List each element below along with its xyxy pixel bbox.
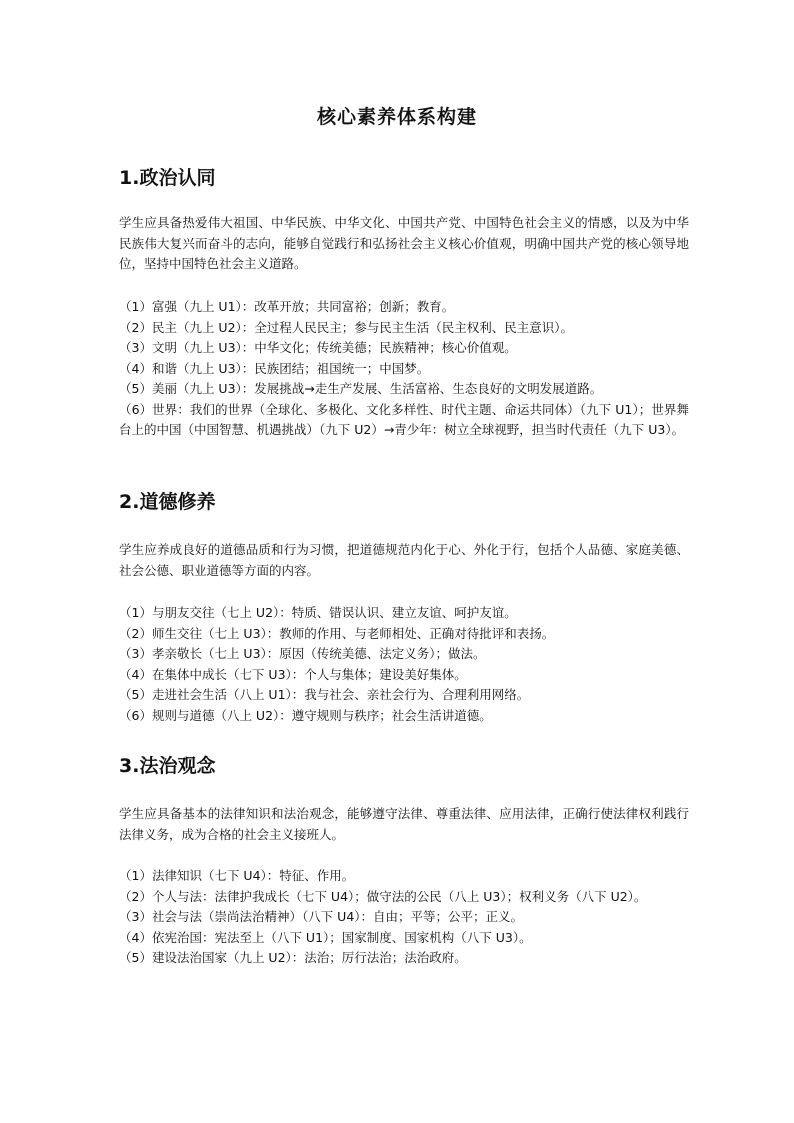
list-item: （3）孝亲敬长（七上 U3）：原因（传统美德、法定义务）；做法。 bbox=[119, 646, 486, 661]
document-title: 核心素养体系构建 bbox=[316, 106, 477, 128]
list-item: （3）文明（九上 U3）：中华文化；传统美德；民族精神；核心价值观。 bbox=[119, 340, 517, 355]
list-item: （6）规则与道德（八上 U2）：遵守规则与秩序；社会生活讲道德。 bbox=[119, 707, 492, 723]
section-intro-moral-cultivation: 学生应养成良好的道德品质和行为习惯，把道德规范内化于心、外化于行，包括个人品德、家庭美德、社会公德、职业道德等方面的内容。 bbox=[119, 542, 689, 578]
list-item: （1）与朋友交往（七上 U2）：特质、错误认识、建立友谊、呵护友谊。 bbox=[119, 605, 517, 620]
section-intro-rule-of-law: 学生应具备基本的法律知识和法治观念，能够遵守法律、尊重法律、应用法律，正确行使法律权利践行法律义务，成为合格的社会主义接班人。 bbox=[119, 806, 689, 842]
list-item: （6）世界：我们的世界（全球化、多极化、文化多样性、时代主题、命运共同体）（九下 U1）；世界舞台上的中国（中国智慧、机遇挑战）（九下 U2）→青少年：树立全球视野，担当时代责任（九下 U3）。 bbox=[119, 401, 689, 437]
list-item: （2）个人与法：法律护我成长（七下 U4）；做守法的公民（八上 U3）；权利义务（八下 U2）。 bbox=[119, 888, 647, 904]
list-item: （1）法律知识（七下 U4）：特征、作用。 bbox=[119, 868, 355, 883]
list-item: （2）民主（九上 U2）：全过程人民民主；参与民主生活（民主权利、民主意识）。 bbox=[119, 319, 574, 335]
list-item: （4）在集体中成长（七下 U3）：个人与集体；建设美好集体。 bbox=[119, 666, 467, 682]
list-item: （5）建设法治国家（九上 U2）：法治；厉行法治；法治政府。 bbox=[119, 950, 467, 965]
list-item: （1）富强（九上 U1）：改革开放；共同富裕；创新；教育。 bbox=[119, 299, 455, 314]
list-item: （2）师生交往（七上 U3）：教师的作用、与老师相处、正确对待批评和表扬。 bbox=[119, 625, 555, 641]
list-item: （5）走进社会生活（八上 U1）：我与社会、亲社会行为、合理利用网络。 bbox=[119, 687, 530, 702]
section-items-rule-of-law bbox=[119, 866, 689, 969]
list-item: （4）和谐（九上 U3）：民族团结；祖国统一；中国梦。 bbox=[119, 360, 430, 376]
section-intro-political-identity: 学生应具备热爱伟大祖国、中华民族、中华文化、中国共产党、中国特色社会主义的情感，以及为中华民族伟大复兴而奋斗的志向，能够自觉践行和弘扬社会主义核心价值观，明确中国共产党的核心领导地位，坚持中国特色社会主义道路。 bbox=[119, 215, 689, 271]
section-items-political-identity bbox=[119, 297, 689, 441]
list-item: （4）依宪治国：宪法至上（八下 U1）；国家制度、国家机构（八下 U3）。 bbox=[119, 929, 532, 945]
section-heading-rule-of-law: 3.法治观念 bbox=[119, 755, 216, 777]
list-item: （3）社会与法（崇尚法治精神）（八下 U4）：自由；平等；公平；正义。 bbox=[119, 909, 524, 924]
list-item: （5）美丽（九上 U3）：发展挑战→走生产发展、生活富裕、生态良好的文明发展道路。 bbox=[119, 381, 603, 396]
section-heading-moral-cultivation: 2.道德修养 bbox=[119, 491, 216, 513]
section-heading-political-identity: 1.政治认同 bbox=[119, 167, 216, 189]
section-items-moral-cultivation bbox=[119, 603, 689, 726]
